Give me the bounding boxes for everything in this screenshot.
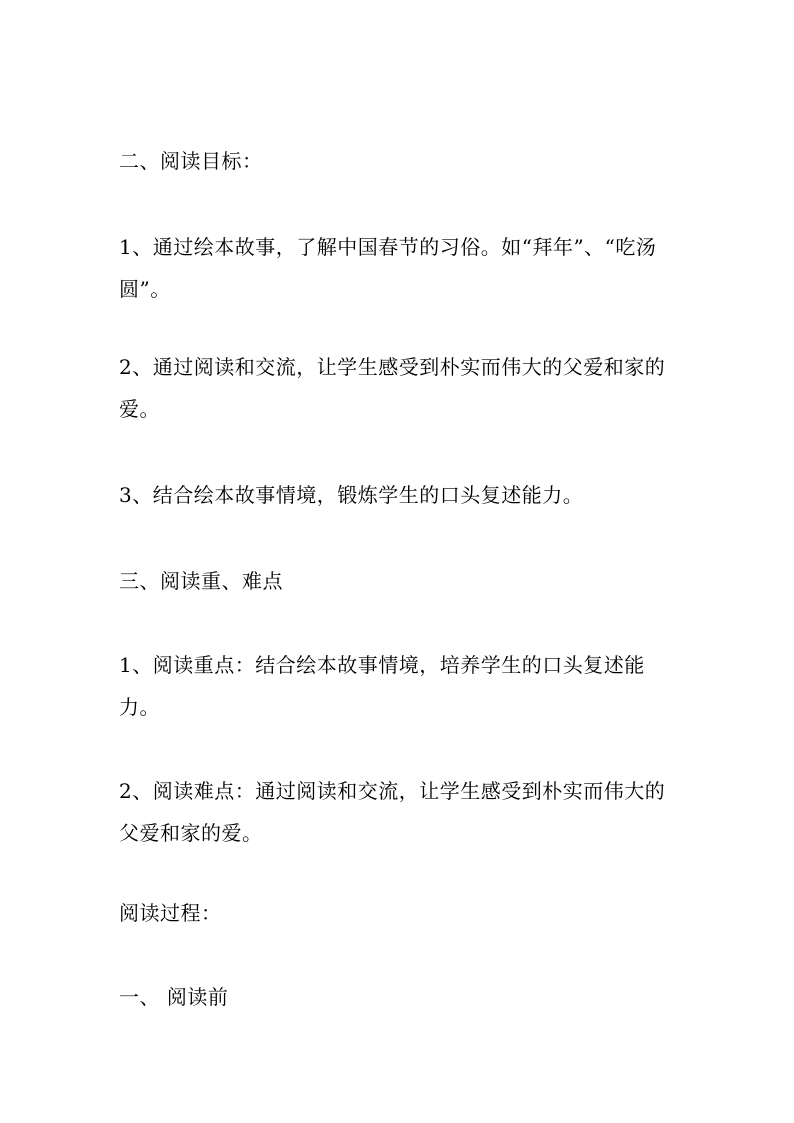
goal-item-2: 2、通过阅读和交流，让学生感受到朴实而伟大的父爱和家的爱。 (119, 355, 666, 421)
section-heading-reading-process: 阅读过程： (119, 901, 222, 925)
goal-item-1: 1、通过绘本故事，了解中国春节的习俗。如“拜年”、“吃汤圆”。 (119, 235, 657, 301)
section-heading-reading-goals: 二、阅读目标： (119, 149, 263, 173)
difficulty-item: 2、阅读难点：通过阅读和交流，让学生感受到朴实而伟大的父爱和家的爱。 (119, 779, 666, 845)
goal-item-3: 3、结合绘本故事情境，锻炼学生的口头复述能力。 (119, 483, 584, 507)
subsection-heading-before-reading: 一、 阅读前 (119, 985, 229, 1009)
section-heading-key-points: 三、阅读重、难点 (119, 569, 283, 593)
key-point-item: 1、阅读重点：结合绘本故事情境，培养学生的口头复述能力。 (119, 653, 645, 719)
